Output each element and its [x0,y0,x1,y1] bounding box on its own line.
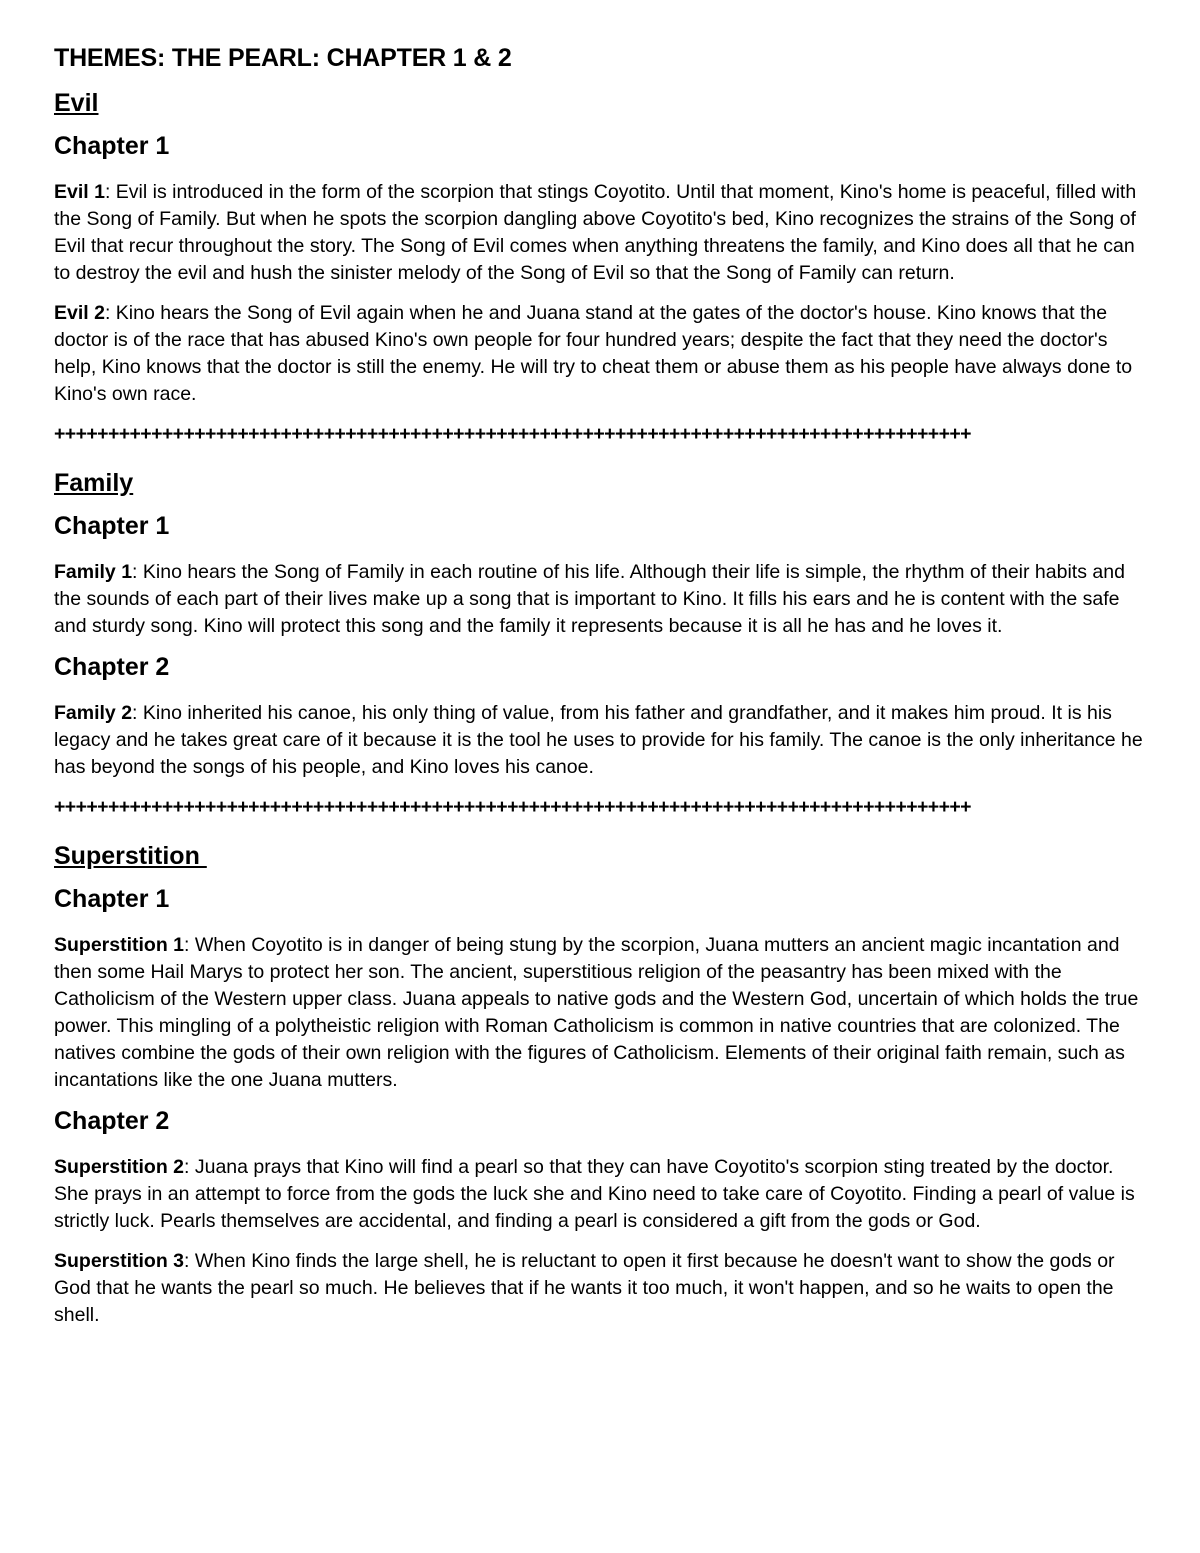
paragraph-text: : Kino hears the Song of Family in each routine of his life. Although their life is simple, the rhythm of their habits and the sounds of each part of their lives make up a song that is important to Kino. It fills his ears and he is content with the safe and sturdy song. Kino will protect this song and the family it represents because it is all he has and he loves it. [54,561,1125,637]
paragraph-text: : Evil is introduced in the form of the scorpion that stings Coyotito. Until that moment, Kino's home is peaceful, filled with the Song of Family. But when he spots the scorpion dangling above Coyotito's bed, Kino recognizes the strains of the Song of Evil that recur throughout the story. The Song of Evil comes when anything threatens the family, and Kino does all that he can to destroy the evil and hush the sinister melody of the Song of Evil so that the Song of Family can return. [54,181,1137,284]
paragraph-text: : Kino hears the Song of Evil again when he and Juana stand at the gates of the doctor's house. Kino knows that the doctor is of the race that has abused Kino's own people for four hundred years; despite the fact that they need the doctor's help, Kino knows that the doctor is still the enemy. He will try to cheat them or abuse them as his people have always done to Kino's own race. [54,302,1133,405]
section-separator: +++++++++++++++++++++++++++++++++++++++++++++++++++++++++++++++++++++++++++++++++++++ [54,423,971,445]
theme-heading-family: Family [54,469,134,497]
paragraph-text: : When Coyotito is in danger of being stung by the scorpion, Juana mutters an ancient magic incantation and then some Hail Marys to protect her son. The ancient, superstitious religion of the peasantry has been mixed with the Catholicism of the Western upper class. Juana appeals to native gods and the Western God, uncertain of which holds the true power. This mingling of a polytheistic religion with Roman Catholicism is common in native countries that are colonized. The natives combine the gods of their own religion with the figures of Catholicism. Elements of their original faith remain, such as incantations like the one Juana mutters. [54,934,1139,1091]
paragraph-label: Superstition 1 [54,934,185,956]
paragraph-label: Superstition 2 [54,1156,185,1178]
paragraph-evil-2 [54,300,1144,408]
paragraph-label: Superstition 3 [54,1250,185,1272]
chapter-heading: Chapter 2 [54,1107,170,1135]
paragraph-superstition-2 [54,1154,1144,1235]
paragraph-superstition-3 [54,1248,1144,1329]
paragraph-evil-1 [54,179,1144,287]
paragraph-label: Family 1 [54,561,133,583]
paragraph-family-1 [54,559,1144,640]
paragraph-superstition-1 [54,932,1144,1094]
paragraph-label: Family 2 [54,702,133,724]
chapter-heading: Chapter 1 [54,132,170,160]
chapter-heading: Chapter 2 [54,653,170,681]
chapter-heading: Chapter 1 [54,885,170,913]
chapter-heading: Chapter 1 [54,512,170,540]
section-separator: +++++++++++++++++++++++++++++++++++++++++++++++++++++++++++++++++++++++++++++++++++++ [54,796,971,818]
paragraph-label: Evil 1 [54,181,105,203]
paragraph-text: : Kino inherited his canoe, his only thing of value, from his father and grandfather, and it makes him proud. It is his legacy and he takes great care of it because it is the tool he uses to provide for his family. The canoe is the only inheritance he has beyond the songs of his people, and Kino loves his canoe. [54,702,1143,778]
theme-heading-superstition: Superstition [54,842,207,870]
paragraph-label: Evil 2 [54,302,105,324]
theme-heading-evil: Evil [54,89,99,117]
document-page [54,44,1144,1342]
paragraph-text: : When Kino finds the large shell, he is reluctant to open it first because he doesn't want to show the gods or God that he wants the pearl so much. He believes that if he wants it too much, it won't happen, and so he waits to open the shell. [54,1250,1115,1326]
paragraph-family-2 [54,700,1144,781]
paragraph-text: : Juana prays that Kino will find a pearl so that they can have Coyotito's scorpion sting treated by the doctor. She prays in an attempt to force from the gods the luck she and Kino need to take care of Coyotito. Finding a pearl of value is strictly luck. Pearls themselves are accidental, and finding a pearl is considered a gift from the gods or God. [54,1156,1135,1232]
document-title: THEMES: THE PEARL: CHAPTER 1 & 2 [54,44,512,72]
